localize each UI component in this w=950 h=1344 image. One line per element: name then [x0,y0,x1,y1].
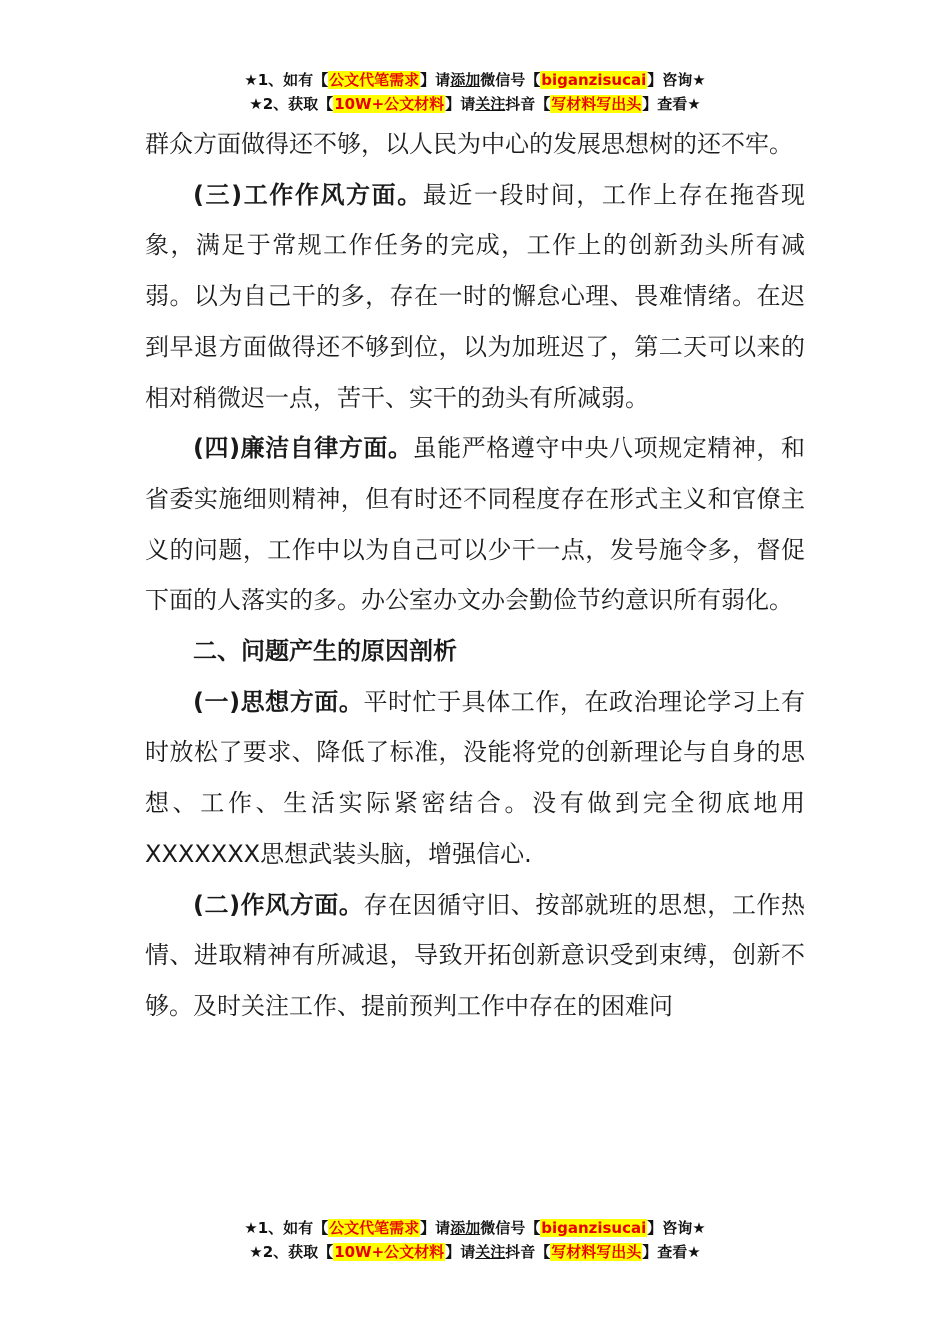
highlight-wechat-id: biganzisucai [541,71,647,89]
highlight-service: 公文代笔需求 [329,71,420,89]
highlight-materials: 10W+公文材料 [334,1243,445,1261]
header-banner [0,68,950,116]
highlight-materials: 10W+公文材料 [334,95,445,113]
paragraph-integrity: (四)廉洁自律方面。虽能严格遵守中央八项规定精神，和省委实施细则精神，但有时还不同程度存在形式主义和官僚主义的问题，工作中以为自己可以少干一点，发号施令多，督促下面的人落实的多。办公室办文办会勤俭节约意识所有弱化。 [145,434,805,615]
paragraph-heading: (二)作风方面。 [193,890,364,919]
paragraph-heading: (四)廉洁自律方面。 [193,434,413,463]
section-title: 二、问题产生的原因剖析 [193,637,457,666]
paragraph-style: (二)作风方面。存在因循守旧、按部就班的思想，工作热情、进取精神有所减退，导致开拓创新意识受到束缚，创新不够。及时关注工作、提前预判工作中存在的困难问 [145,890,805,1020]
highlight-douyin: 写材料写出头 [551,95,642,113]
paragraph-work-style: (三)工作作风方面。最近一段时间，工作上存在拖沓现象，满足于常规工作任务的完成，工作上的创新劲头所有减弱。以为自己干的多，存在一时的懈怠心理、畏难情绪。在迟到早退方面做得还不够到位，以为加班迟了，第二天可以来的相对稍微迟一点，苦干、实干的劲头有所减弱。 [145,180,805,412]
banner-line-2: ★2、获取【10W+公文材料】请关注抖音【写材料写出头】查看★ [249,95,701,113]
paragraph-heading: (一)思想方面。 [193,687,364,716]
footer-banner [0,1216,950,1264]
highlight-wechat-id: biganzisucai [541,1219,647,1237]
document-body [145,119,805,1032]
banner-line-2: ★2、获取【10W+公文材料】请关注抖音【写材料写出头】查看★ [249,1243,701,1261]
paragraph-continued: 群众方面做得还不够，以人民为中心的发展思想树的还不牢。 [145,130,793,158]
paragraph-thinking: (一)思想方面。平时忙于具体工作，在政治理论学习上有时放松了要求、降低了标准，没能将党的创新理论与自身的思想、工作、生活实际紧密结合。没有做到完全彻底地用XXXXXXX思想武装头脑，增强信心. [145,687,805,868]
highlight-service: 公文代笔需求 [329,1219,420,1237]
paragraph-heading: (三)工作作风方面。 [193,180,423,209]
banner-line-1: ★1、如有【公文代笔需求】请添加微信号【biganzisucai】咨询★ [244,1219,706,1237]
banner-line-1: ★1、如有【公文代笔需求】请添加微信号【biganzisucai】咨询★ [244,71,706,89]
highlight-douyin: 写材料写出头 [551,1243,642,1261]
